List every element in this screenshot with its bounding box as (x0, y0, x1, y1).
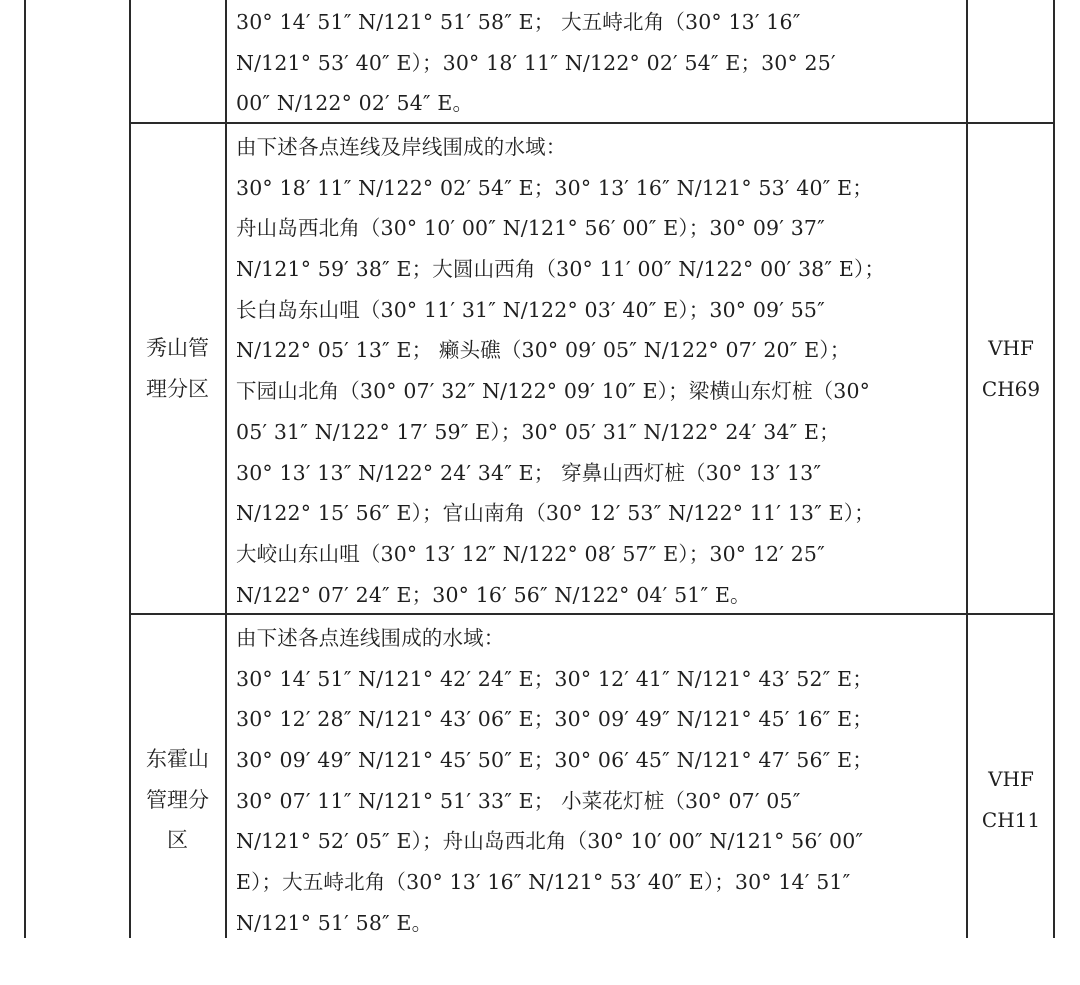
area-name-line: 秀山管 (146, 335, 209, 360)
description-line: N/122° 07′ 24″ E；30° 16′ 56″ N/122° 04′ 51″ E。 (236, 582, 751, 607)
description-line: 30° 14′ 51″ N/121° 42′ 24″ E；30° 12′ 41″ N/121° 43′ 52″ E； (236, 666, 873, 691)
description-line: 由下述各点连线围成的水域： (236, 626, 505, 650)
description-line: 30° 18′ 11″ N/122° 02′ 54″ E；30° 13′ 16″ N/121° 53′ 40″ E； (236, 175, 873, 200)
description-line: 大峧山东山咀（30° 13′ 12″ N/122° 08′ 57″ E）；30° 12′ 25″ (236, 541, 825, 566)
channel-line: CH69 (981, 376, 1041, 401)
description-line: 30° 14′ 51″ N/121° 51′ 58″ E； 大五峙北角（30° 13′ 16″ (236, 10, 801, 34)
description-line: N/121° 53′ 40″ E）；30° 18′ 11″ N/122° 02′ 54″ E；30° 25′ (236, 50, 836, 75)
area-name-line: 理分区 (146, 376, 209, 401)
description-line: N/122° 15′ 56″ E）；官山南角（30° 12′ 53″ N/122° 11′ 13″ E）； (236, 501, 875, 526)
description-line: 30° 07′ 11″ N/121° 51′ 33″ E； 小菜花灯桩（30° 07′ 05″ (236, 788, 801, 813)
description-line: 下园山北角（30° 07′ 32″ N/122° 09′ 10″ E）；梁横山东灯桩（30° (236, 379, 871, 404)
area-name-line: 管理分 (146, 787, 209, 812)
description-line: 长白岛东山咀（30° 11′ 31″ N/122° 03′ 40″ E）；30° 09′ 55″ (236, 297, 825, 322)
description-line: N/121° 59′ 38″ E；大圆山西角（30° 11′ 00″ N/122° 00′ 38″ E）； (236, 257, 886, 282)
description-line: N/121° 52′ 05″ E）；舟山岛西北角（30° 10′ 00″ N/121° 56′ 00″ (236, 829, 864, 854)
table-row-1-description (236, 127, 966, 615)
description-line: 30° 13′ 13″ N/122° 24′ 34″ E； 穿鼻山西灯桩（30° 13′ 13″ (236, 460, 822, 485)
description-line: 00″ N/122° 02′ 54″ E。 (236, 91, 474, 116)
table-row-2-area-name (131, 615, 224, 985)
table-row-1-channel (968, 124, 1054, 613)
table-divider-name-col (225, 0, 227, 938)
description-line: N/122° 05′ 13″ E； 癞头礁（30° 09′ 05″ N/122° 07′ 20″ E）； (236, 338, 851, 363)
description-line: 30° 09′ 49″ N/121° 45′ 50″ E；30° 06′ 45″ N/121° 47′ 56″ E； (236, 748, 873, 773)
description-line: 由下述各点连线及岸线围成的水域： (236, 135, 567, 159)
area-name-line: 东霍山 (146, 746, 209, 771)
channel-line: CH11 (981, 808, 1041, 832)
description-line: 舟山岛西北角（30° 10′ 00″ N/121° 56′ 00″ E）；30° 09′ 37″ (236, 216, 825, 241)
area-name-line: 区 (167, 828, 188, 853)
description-line: E）；大五峙北角（30° 13′ 16″ N/121° 53′ 40″ E）；30° 14′ 51″ (236, 870, 851, 895)
table-row-0-description (236, 2, 966, 124)
description-line: 05′ 31″ N/122° 17′ 59″ E）；30° 05′ 31″ N/122° 24′ 34″ E； (236, 419, 840, 444)
table-row-2-channel (968, 615, 1054, 985)
description-line: N/121° 51′ 58″ E。 (236, 910, 433, 935)
channel-line: VHF (988, 767, 1034, 792)
table-border-left (24, 0, 26, 938)
table-row-1-area-name (131, 124, 224, 613)
table-row-2-description (236, 618, 966, 944)
channel-line: VHF (988, 335, 1034, 360)
description-line: 30° 12′ 28″ N/121° 43′ 06″ E；30° 09′ 49″ N/121° 45′ 16″ E； (236, 707, 873, 732)
